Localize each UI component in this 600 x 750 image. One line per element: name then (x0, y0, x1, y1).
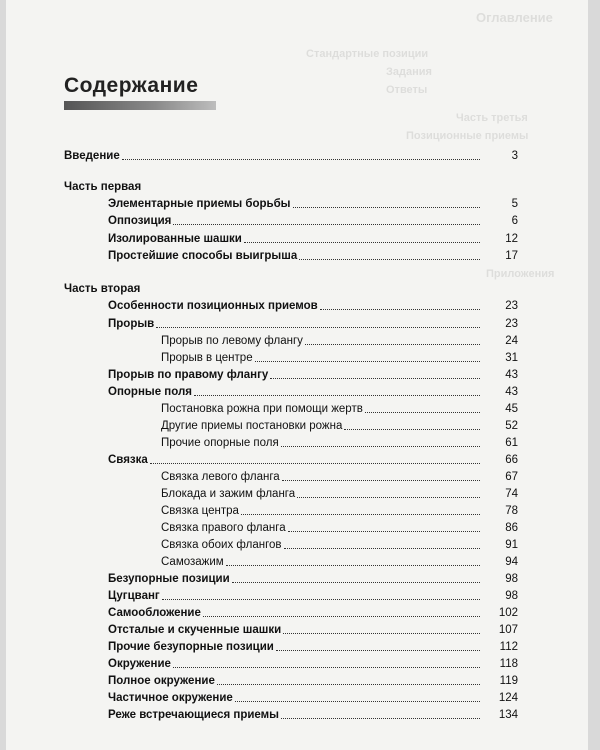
toc-entry-page: 118 (499, 658, 518, 670)
toc-entry-label: Прорыв в центре (161, 352, 253, 364)
toc-entry-label: Связка левого фланга (161, 471, 280, 483)
toc-entry (6, 692, 588, 709)
toc-entry-page: 134 (498, 709, 518, 721)
toc-entry (6, 488, 588, 505)
toc-entry (6, 386, 588, 403)
toc-entry-label: Самообложение (108, 607, 201, 619)
toc-entry-label: Прочие опорные поля (161, 437, 279, 449)
leader-dots (288, 522, 480, 532)
ghost-running-head: Оглавление (476, 10, 553, 25)
leader-dots (283, 624, 480, 634)
toc-entry-label: Связка (108, 454, 148, 466)
toc-entry (6, 590, 588, 607)
toc-entry-page: 74 (505, 488, 518, 500)
ghost-line: Задания (386, 66, 432, 78)
toc-entry-page: 91 (505, 539, 518, 551)
toc-entry-label: Безупорные позиции (108, 573, 230, 585)
toc-entry (6, 471, 588, 488)
toc-entry (6, 709, 588, 726)
toc-entry-label: Простейшие способы выигрыша (108, 250, 298, 262)
toc-entry-page: 94 (505, 556, 518, 568)
leader-dots (173, 215, 480, 225)
ghost-line: Часть третья (456, 112, 528, 124)
toc-entry-label: Самозажим (161, 556, 224, 568)
leader-dots (284, 539, 480, 549)
toc-entry-page: 86 (505, 522, 518, 534)
toc-entry (6, 641, 588, 658)
toc-entry (6, 556, 588, 573)
toc-entry-label: Окружение (108, 658, 171, 670)
toc-entry-page: 3 (511, 150, 518, 162)
toc-entry-page: 66 (505, 454, 518, 466)
toc-entry (6, 624, 588, 641)
leader-dots (305, 335, 480, 345)
part-heading: Часть вторая (64, 283, 141, 295)
leader-dots (194, 386, 480, 396)
toc-entry-label: Полное окружение (108, 675, 215, 687)
toc-entry-label: Отсталые и скученные шашки (108, 624, 282, 636)
toc-entry-label: Опорные поля (108, 386, 192, 398)
table-of-contents (6, 0, 588, 750)
leader-dots (276, 641, 480, 651)
toc-entry-page: 98 (505, 590, 518, 602)
toc-entry (6, 250, 588, 267)
toc-entry (6, 539, 588, 556)
leader-dots (281, 709, 480, 719)
leader-dots (299, 250, 480, 260)
toc-entry-page: 43 (505, 369, 518, 381)
toc-entry-label: Особенности позиционных приемов (108, 300, 318, 312)
toc-entry-label: Реже встречающиеся приемы (108, 709, 279, 721)
leader-dots (365, 403, 480, 413)
toc-entry (6, 420, 588, 437)
toc-entry (6, 369, 588, 386)
page-title: Содержание (64, 74, 199, 97)
leader-dots (235, 692, 480, 702)
toc-entry-label: Цугцванг (108, 590, 160, 602)
toc-entry (6, 352, 588, 369)
leader-dots (162, 590, 480, 600)
toc-entry-page: 119 (499, 675, 518, 687)
toc-entry-page: 31 (505, 352, 518, 364)
leader-dots (232, 573, 480, 583)
toc-entry (6, 198, 588, 215)
leader-dots (297, 488, 480, 498)
leader-dots (122, 150, 480, 160)
leader-dots (293, 198, 480, 208)
toc-entry-page: 67 (505, 471, 518, 483)
leader-dots (173, 658, 480, 668)
leader-dots (255, 352, 480, 362)
toc-entry-label: Связка центра (161, 505, 239, 517)
toc-entry-page: 124 (498, 692, 518, 704)
leader-dots (244, 233, 480, 243)
toc-entry-label: Элементарные приемы борьбы (108, 198, 291, 210)
toc-entry (6, 403, 588, 420)
toc-entry (6, 215, 588, 232)
leader-dots (320, 300, 480, 310)
toc-entry (6, 675, 588, 692)
ghost-line: Позиционные приемы (406, 130, 529, 142)
leader-dots (217, 675, 480, 685)
toc-entry-page: 102 (498, 607, 518, 619)
toc-entry (6, 573, 588, 590)
toc-entry-page: 5 (511, 198, 518, 210)
toc-entry (6, 522, 588, 539)
toc-entry-label: Прорыв по правому флангу (108, 369, 269, 381)
toc-entry-intro (6, 150, 588, 167)
toc-entry (6, 318, 588, 335)
toc-entry-label: Прорыв по левому флангу (161, 335, 303, 347)
leader-dots (270, 369, 480, 379)
leader-dots (226, 556, 480, 566)
toc-entry (6, 505, 588, 522)
toc-entry-page: 52 (505, 420, 518, 432)
toc-entry (6, 300, 588, 317)
toc-entry (6, 233, 588, 250)
toc-entry-label: Прочие безупорные позиции (108, 641, 274, 653)
toc-entry-page: 98 (505, 573, 518, 585)
leader-dots (156, 318, 480, 328)
toc-entry-label: Другие приемы постановки рожна (161, 420, 343, 432)
toc-entry (6, 335, 588, 352)
toc-entry-page: 43 (505, 386, 518, 398)
toc-entry (6, 454, 588, 471)
toc-entry-label: Изолированные шашки (108, 233, 242, 245)
toc-entry-label: Связка правого фланга (161, 522, 286, 534)
toc-entry-page: 17 (505, 250, 518, 262)
leader-dots (203, 607, 480, 617)
leader-dots (150, 454, 480, 464)
toc-entry-label: Блокада и зажим фланга (161, 488, 296, 500)
toc-entry-page: 107 (498, 624, 518, 636)
ghost-line: Приложения (486, 268, 555, 280)
toc-entry (6, 658, 588, 675)
toc-entry-page: 23 (505, 300, 518, 312)
toc-entry-label: Частичное окружение (108, 692, 233, 704)
book-page (6, 0, 588, 750)
toc-entry-page: 23 (505, 318, 518, 330)
toc-entry-label: Прорыв (108, 318, 155, 330)
toc-entry-page: 24 (505, 335, 518, 347)
toc-entry-label: Постановка рожна при помощи жертв (161, 403, 363, 415)
leader-dots (344, 420, 480, 430)
toc-entry-page: 61 (505, 437, 518, 449)
toc-entry (6, 607, 588, 624)
leader-dots (281, 437, 480, 447)
part-heading: Часть первая (64, 181, 142, 193)
ghost-line: Стандартные позиции (306, 48, 429, 60)
toc-entry-label: Оппозиция (108, 215, 172, 227)
toc-entry-page: 45 (505, 403, 518, 415)
toc-entry (6, 437, 588, 454)
toc-entry-label: Введение (64, 150, 120, 162)
leader-dots (241, 505, 480, 515)
toc-entry-page: 12 (505, 233, 518, 245)
toc-entry-label: Связка обоих флангов (161, 539, 282, 551)
toc-entry-page: 6 (511, 215, 518, 227)
toc-entry-page: 78 (505, 505, 518, 517)
ghost-line: Ответы (386, 84, 428, 96)
leader-dots (282, 471, 480, 481)
toc-entry-page: 112 (499, 641, 518, 653)
